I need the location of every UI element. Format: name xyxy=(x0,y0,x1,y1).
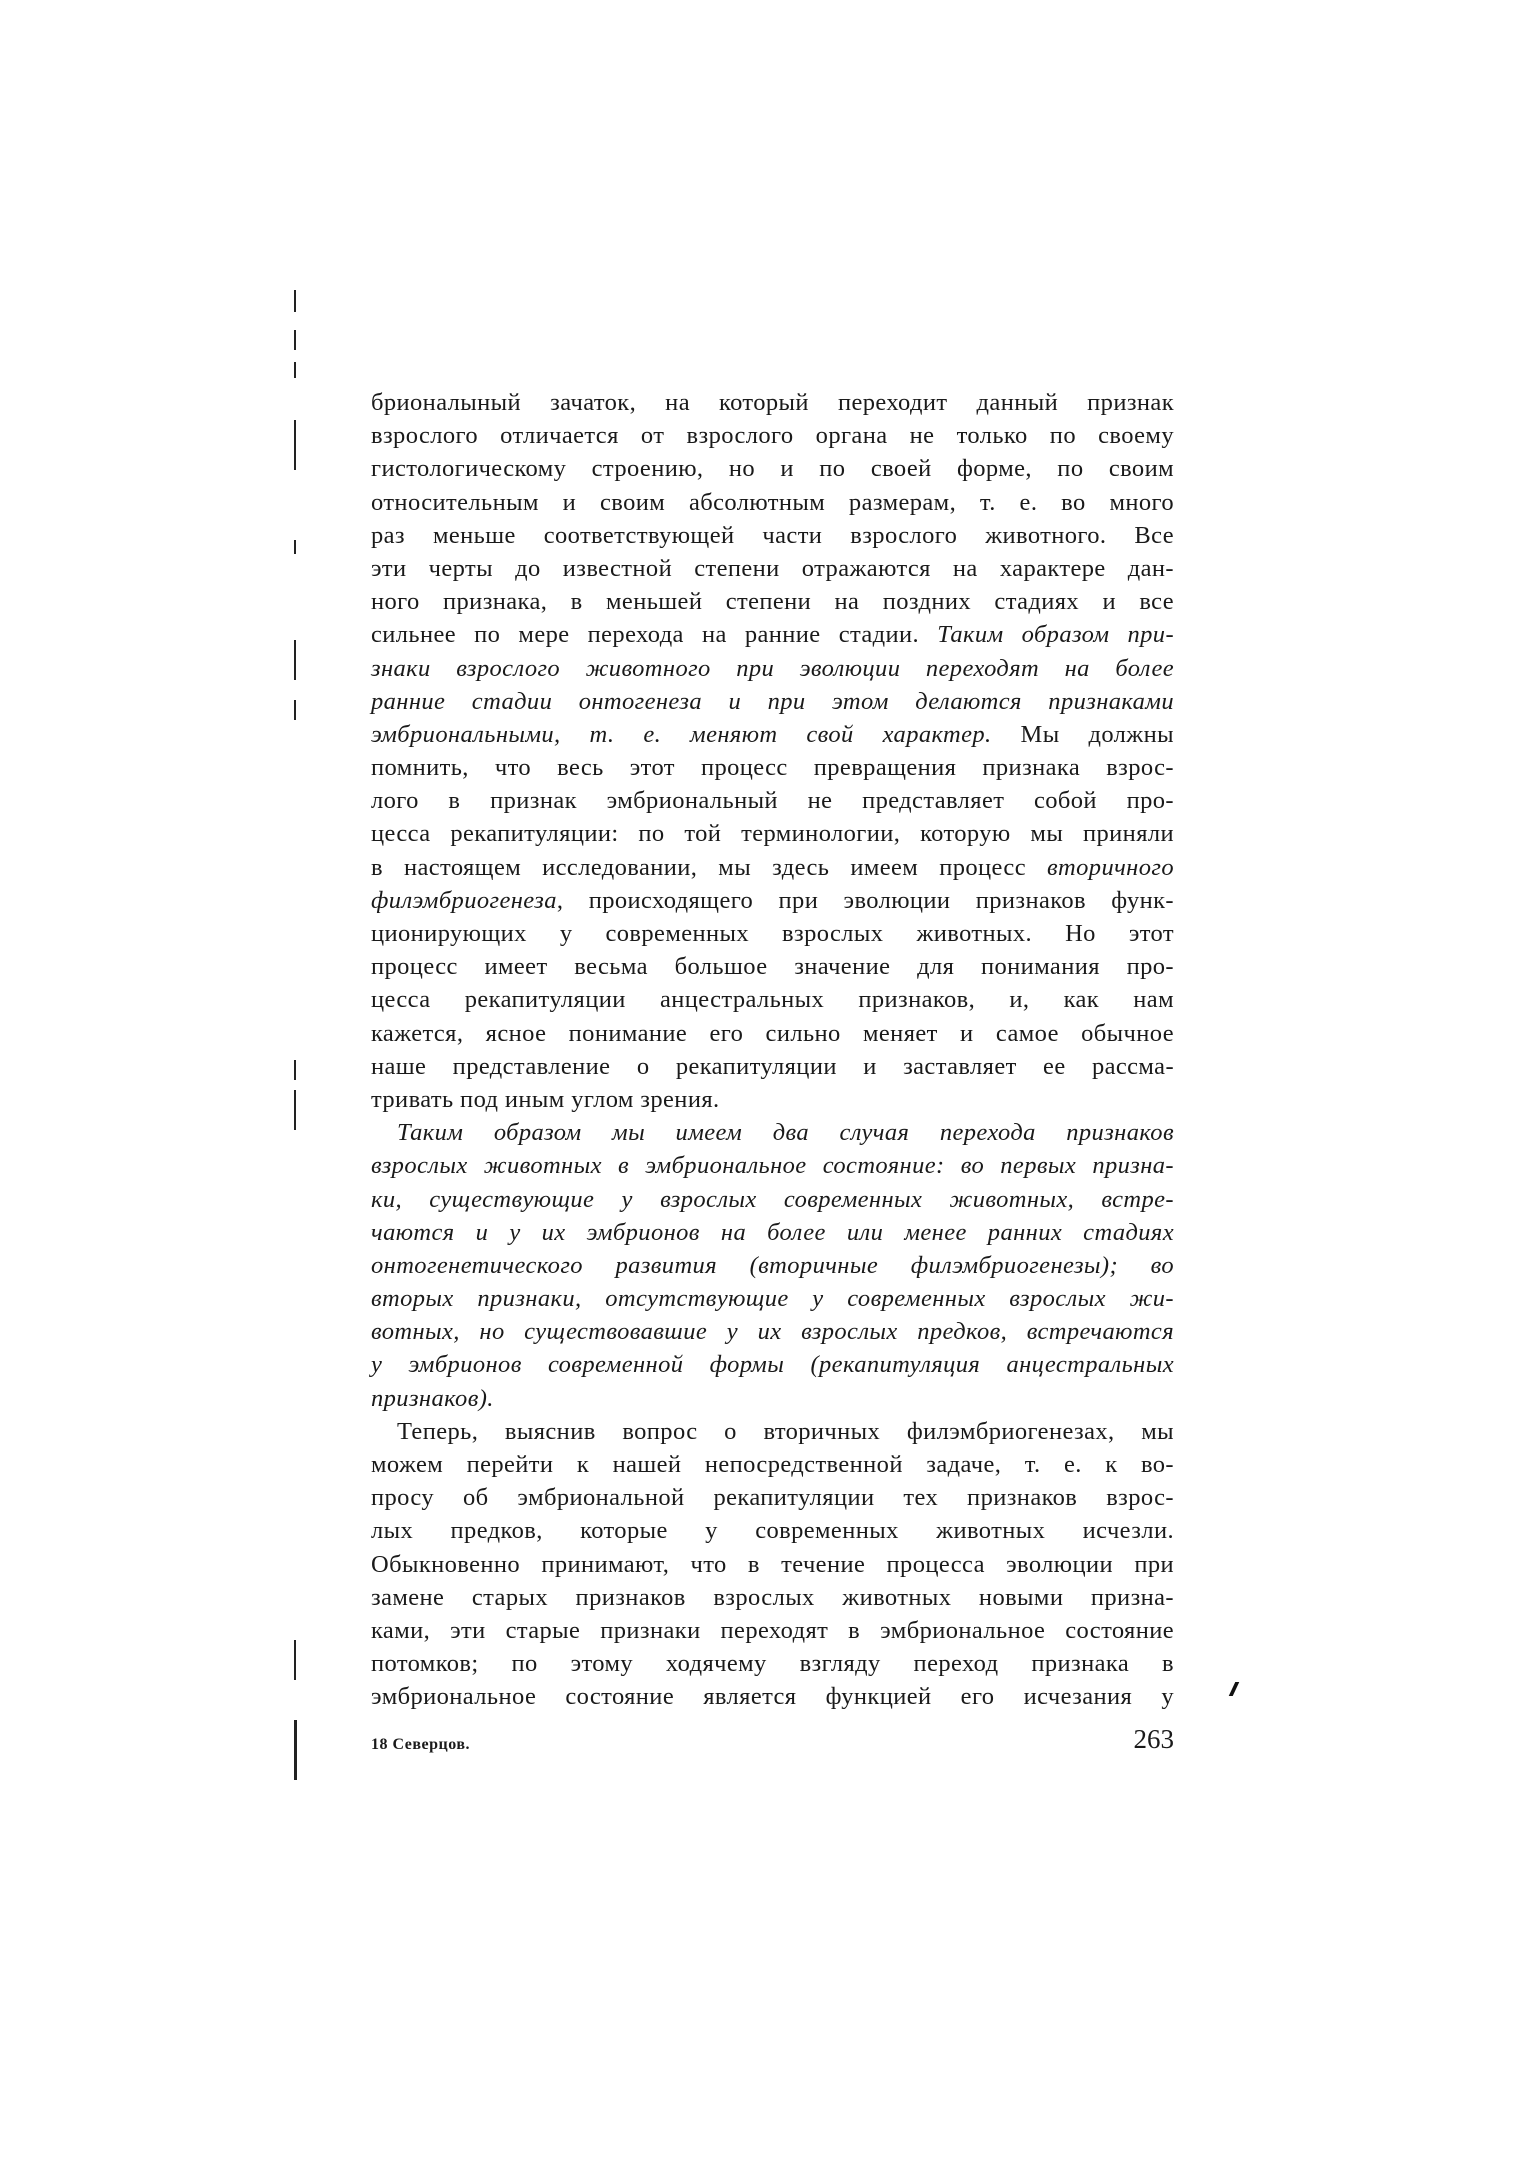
margin-mark xyxy=(294,1060,296,1080)
text-line: ки, существующие у взрослых современных животных, встре- xyxy=(371,1185,1174,1213)
text-line: брионалыный зачаток, на который переходит данный признак xyxy=(371,389,1174,416)
text-line: цесса рекапитуляции: по той терминологии, которую мы приняли xyxy=(371,820,1174,848)
text-line: помнить, что весь этот процесс превращения признака взрос- xyxy=(371,754,1174,782)
text-line: раз меньше соответствующей части взрослого животного. Все xyxy=(371,521,1174,549)
text-line: гистологическому строению, но и по своей форме, по своим xyxy=(371,455,1174,483)
text-line: у эмбрионов современной формы (рекапитуляция анцестральных xyxy=(371,1351,1174,1379)
stray-mark xyxy=(1229,1682,1240,1696)
text-line: потомков; по этому ходячему взгляду переход признака в xyxy=(371,1650,1174,1678)
text-line: ранние стадии онтогенеза и при этом делаются признаками xyxy=(371,687,1174,715)
text-line: Таким образом мы имеем два случая перехода признаков xyxy=(397,1119,1174,1147)
text-line: эти черты до известной степени отражаются на характере дан- xyxy=(371,554,1174,582)
margin-mark xyxy=(294,290,296,312)
margin-mark xyxy=(294,540,296,554)
page-footer xyxy=(371,1724,1174,1764)
text-line: ционирующих у современных взрослых животных. Но этот xyxy=(371,920,1174,947)
margin-mark xyxy=(294,420,296,470)
text-line: признаков). xyxy=(371,1384,494,1412)
text-line: лых предков, которые у современных животных исчезли. xyxy=(371,1517,1174,1545)
body-text xyxy=(371,386,1174,1714)
text-line: сильнее по мере перехода на ранние стадии. Таким образом при- xyxy=(371,621,1174,649)
text-line: можем перейти к нашей непосредственной задаче, т. е. к во- xyxy=(371,1451,1174,1478)
text-line: цесса рекапитуляции анцестральных признаков, и, как нам xyxy=(371,986,1174,1014)
text-line: взрослого отличается от взрослого органа не только по своему xyxy=(371,422,1174,450)
text-line: знаки взрослого животного при эволюции переходят на более xyxy=(371,654,1174,682)
text-line: лого в признак эмбриональный не представляет собой про- xyxy=(371,787,1174,815)
text-line: эмбриональное состояние является функцией его исчезания у xyxy=(371,1683,1174,1711)
text-line: тривать под иным углом зрения. xyxy=(371,1085,720,1113)
margin-mark xyxy=(294,1640,296,1680)
margin-mark xyxy=(294,362,296,378)
text-line: чаются и у их эмбрионов на более или менее ранних стадиях xyxy=(371,1218,1174,1246)
text-line: Обыкновенно принимают, что в течение процесса эволюции при xyxy=(371,1550,1174,1578)
margin-mark xyxy=(294,640,296,680)
text-line: взрослых животных в эмбриональное состояние: во первых призна- xyxy=(371,1152,1174,1180)
text-line: в настоящем исследовании, мы здесь имеем процесс вторичного xyxy=(371,853,1174,881)
text-line: ного признака, в меньшей степени на поздних стадиях и все xyxy=(371,588,1174,616)
text-line: филэмбриогенеза, происходящего при эволюции признаков функ- xyxy=(371,886,1174,914)
printer-signature: 18 Северцов. xyxy=(371,1736,470,1753)
text-line: наше представление о рекапитуляции и заставляет ее рассма- xyxy=(371,1052,1174,1080)
text-line: ками, эти старые признаки переходят в эмбриональное состояние xyxy=(371,1616,1174,1644)
margin-mark xyxy=(294,700,296,720)
margin-mark xyxy=(294,1090,296,1130)
margin-mark xyxy=(294,330,296,350)
text-line: вотных, но существовавшие у их взрослых предков, встречаются xyxy=(371,1318,1174,1346)
text-line: просу об эмбриональной рекапитуляции тех признаков взрос- xyxy=(371,1484,1174,1512)
text-line: вторых признаки, отсутствующие у современных взрослых жи- xyxy=(371,1285,1174,1313)
margin-mark xyxy=(294,1720,297,1780)
text-line: онтогенетического развития (вторичные филэмбриогенезы); во xyxy=(371,1251,1174,1279)
text-line: кажется, ясное понимание его сильно меняет и самое обычное xyxy=(371,1019,1174,1047)
page-number: 263 xyxy=(1133,1724,1174,1754)
text-line: Теперь, выяснив вопрос о вторичных филэмбриогенезах, мы xyxy=(397,1417,1174,1445)
text-line: процесс имеет весьма большое значение для понимания про- xyxy=(371,953,1174,981)
text-line: замене старых признаков взрослых животных новыми призна- xyxy=(371,1583,1174,1611)
text-line: эмбриональными, т. е. меняют свой характер. Мы должны xyxy=(371,720,1175,748)
text-line: относительным и своим абсолютным размерам, т. е. во много xyxy=(371,488,1174,516)
